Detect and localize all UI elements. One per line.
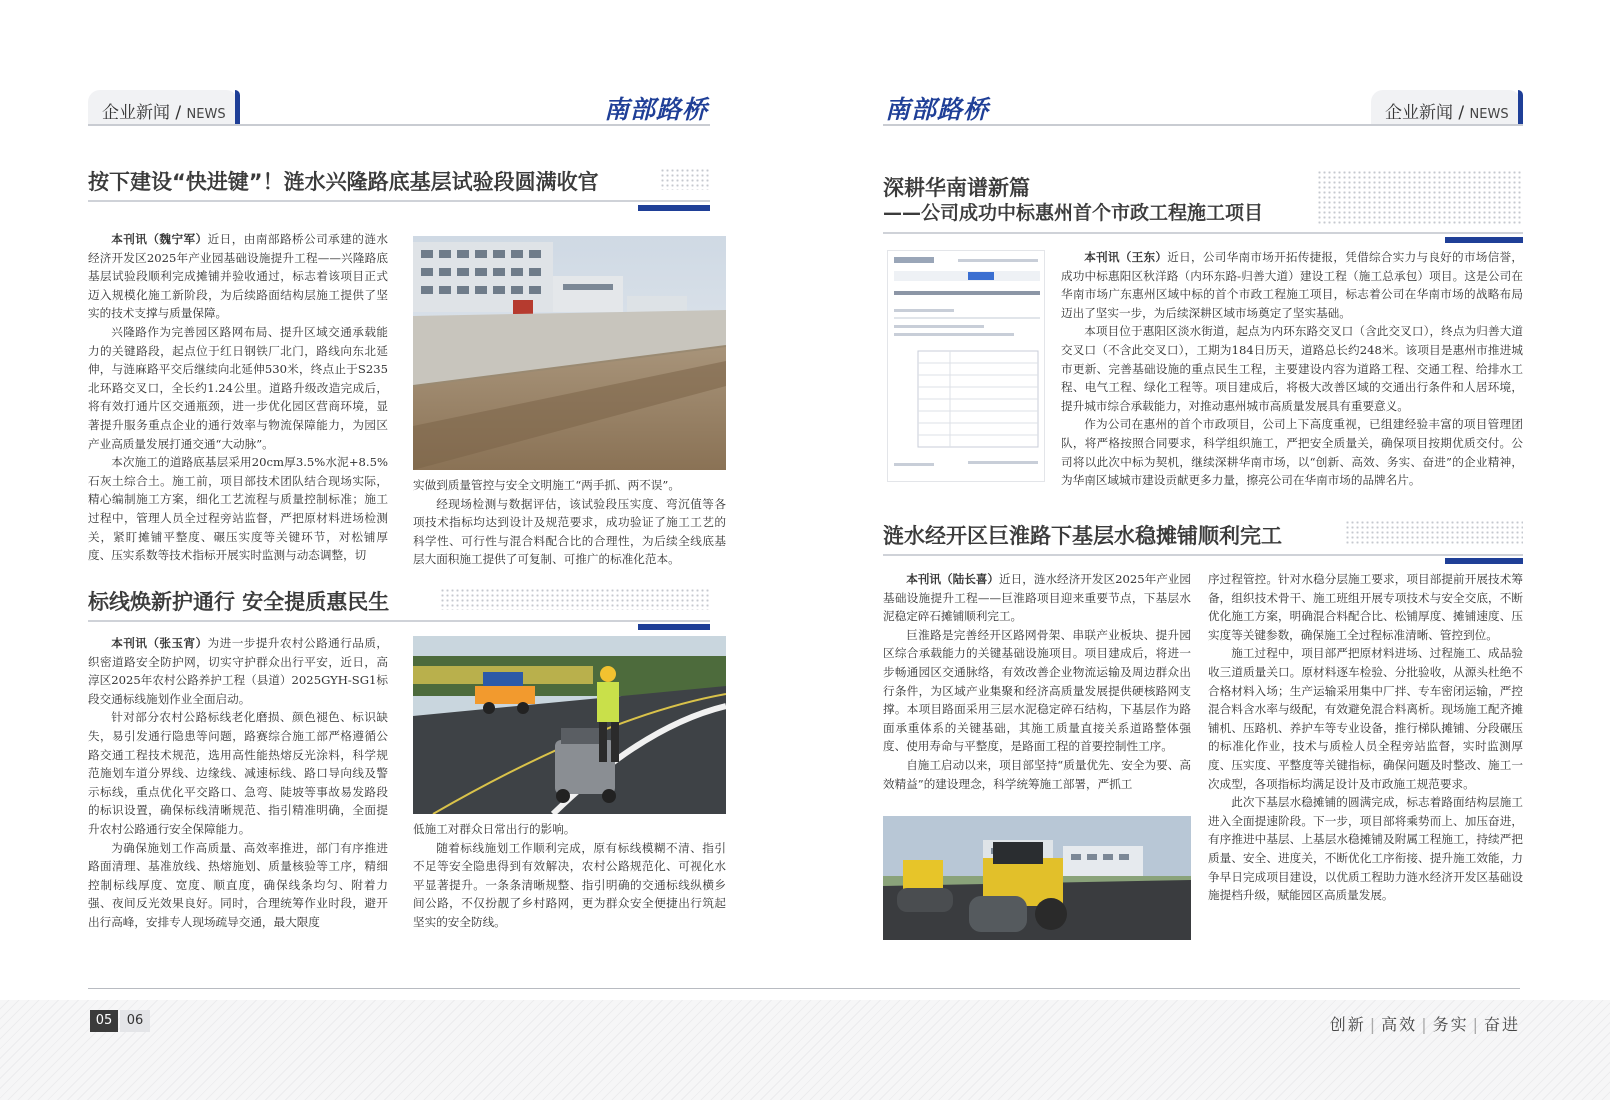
section-label-en: NEWS bbox=[1469, 107, 1509, 122]
title-accent-bar bbox=[638, 205, 710, 211]
slogan-separator: | bbox=[1369, 1015, 1378, 1034]
article3-body bbox=[1061, 248, 1523, 492]
brand-logo: 南部路桥 bbox=[885, 95, 990, 124]
brand-logo: 南部路桥 bbox=[603, 95, 708, 124]
title-dots bbox=[1317, 170, 1523, 226]
header-rule bbox=[883, 124, 1523, 126]
right-header bbox=[883, 90, 1523, 126]
slogan-word: 高效 bbox=[1381, 1015, 1418, 1034]
tab-accent-bar bbox=[1518, 90, 1523, 126]
title-dots bbox=[1345, 520, 1523, 544]
article2-para3-cont: 低施工对群众日常出行的影响。 bbox=[413, 822, 576, 836]
road-marking-image bbox=[413, 636, 726, 814]
article1-title: 按下建设“快进键”！涟水兴隆路底基层试验段圆满收官 bbox=[88, 170, 599, 194]
bid-notice-screenshot bbox=[888, 251, 1045, 482]
section-label-en: NEWS bbox=[186, 107, 226, 122]
article1-photo bbox=[413, 236, 726, 470]
article1-para4: 经现场检测与数据评估，该试验段压实度、弯沉值等各项技术指标均达到设计及规范要求，成功验证了施工工艺的科学性、可行性与混合料配合比的合理性，为后续全线底基层大面积施工提供了可复制、可推广的标准化范本。 bbox=[413, 496, 726, 567]
article2-para3: 为确保施划工作高质量、高效率推进，部门有序推进路面清理、基准放线、热熔施划、质量核验等工序，精细控制标线厚度、宽度、顺直度，确保线条均匀、附着力强、夜间反光效果良好。同时，合理统筹作业时段，避开出行高峰，安排专人现场疏导交通，最大限度 bbox=[88, 840, 388, 929]
article1-body-col2 bbox=[413, 476, 726, 572]
article4-body-col2 bbox=[1208, 570, 1523, 942]
article2-photo bbox=[413, 636, 726, 814]
header-rule bbox=[88, 124, 710, 126]
article4-para1: 近日，涟水经济开发区2025年产业园基础设施提升工程——巨淮路项目迎来重要节点，下基层水泥稳定碎石摊铺顺利完工。 bbox=[883, 572, 1191, 624]
slogan-word: 创新 bbox=[1329, 1015, 1366, 1034]
article2-byline: 本刊讯（张玉宵） bbox=[111, 636, 208, 650]
article1-para3-cont: 实做到质量管控与安全文明施工“两手抓、两不误”。 bbox=[413, 478, 680, 492]
tab-accent-bar bbox=[235, 90, 240, 126]
title-dots bbox=[660, 168, 710, 190]
article3-para3: 作为公司在惠州的首个市政项目，公司上下高度重视，已组建经验丰富的项目管理团队，将严格按照合同要求，科学组织施工，严把安全质量关，确保项目按期优质交付。公司将以此次中标为契机，继续深耕华南市场，以“创新、高效、务实、奋进”的企业精神，为华南区域城市建设贡献更多力量，擦亮公司在华南市场的品牌名片。 bbox=[1061, 417, 1523, 488]
article4-para2: 巨淮路是完善经开区路网骨架、串联产业板块、提升园区综合承载能力的关键基础设施项目。项目建成后，将进一步畅通园区交通脉络，有效改善企业物流运输及周边群众出行条件，为区域产业集聚和经济高质量发展提供硬核路网支撑。本项目路面采用三层水泥稳定碎石结构，下基层作为路面承重体系的关键基础，其施工质量直接关系道路整体强度、使用寿命与平整度，是路面工程的首要控制性工序。 bbox=[883, 627, 1191, 754]
section-tab bbox=[1371, 90, 1521, 126]
article4-para3: 自施工启动以来，项目部坚持“质量优先、安全为要、高效精益”的建设理念，科学统筹施工部署，严抓工 bbox=[883, 757, 1191, 791]
article3-title-line2: ——公司成功中标惠州首个市政工程施工项目 bbox=[883, 202, 1264, 224]
article2-title: 标线焕新护通行 安全提质惠民生 bbox=[88, 590, 390, 614]
section-tab bbox=[88, 90, 238, 126]
page-number-right: 06 bbox=[120, 1010, 150, 1032]
article1-byline: 本刊讯（魏宁军） bbox=[111, 232, 208, 246]
title-accent-bar bbox=[1445, 558, 1523, 564]
title-rule bbox=[88, 200, 710, 202]
title-dots bbox=[440, 588, 710, 610]
article4-para3-cont: 序过程管控。针对水稳分层施工要求，项目部提前开展技术筹备，组织技术骨干、施工班组开展专项技术与安全交底，不断优化施工方案，明确混合料配合比、松铺厚度、摊铺速度、压实度等关键参数，确保施工全过程标准清晰、管控到位。 bbox=[1208, 572, 1523, 642]
article4-title: 涟水经开区巨淮路下基层水稳摊铺顺利完工 bbox=[883, 524, 1282, 548]
footer-slogan bbox=[1330, 1012, 1520, 1035]
slogan-word: 奋进 bbox=[1483, 1015, 1520, 1034]
title-accent-bar bbox=[1445, 237, 1523, 243]
article1-para3: 本次施工的道路底基层采用20cm厚3.5%水泥+8.5%石灰土综合土。施工前，项目部技术团队结合现场实际，精心编制施工方案，细化工艺流程与质量控制标准；施工过程中，管理人员全过程旁站监督，严把原材料进场检测关，紧盯摊铺平整度、碾压实度等关键环节，对松铺厚度、压实系数等技术指标开展实时监测与动态调整，切 bbox=[88, 455, 388, 563]
section-label-sep: / bbox=[1458, 103, 1465, 123]
section-label-cn: 企业新闻 bbox=[1385, 103, 1453, 123]
section-label-sep: / bbox=[175, 103, 182, 123]
article1-body-col1 bbox=[88, 230, 388, 572]
article3-para2: 本项目位于惠阳区淡水街道，起点为内环东路交叉口（含此交叉口），终点为归善大道交叉口（不含此交叉口），工期为184日历天，道路总长约248米。该项目是惠州市推进城市更新、完善基础设施的重点民生工程，主要建设内容为道路工程、交通工程、给排水工程、电气工程、绿化工程等。项目建成后，将极大改善区域的交通出行条件和人居环境，提升城市综合承载能力，对推动惠州城市高质量发展具有重要意义。 bbox=[1061, 324, 1523, 413]
slogan-separator: | bbox=[1472, 1015, 1480, 1034]
road-roller-image bbox=[883, 816, 1191, 940]
title-rule bbox=[883, 232, 1523, 234]
article3-para1: 近日，公司华南市场开拓传捷报，凭借综合实力与良好的市场信誉，成功中标惠阳区秋洋路（内环东路-归善大道）建设工程（施工总承包）项目。这是公司在华南市场广东惠州区域中标的首个市政工程施工项目，标志着公司在华南市场的战略布局迈出了坚实一步，为后续深耕区域市场奠定了坚实基础。 bbox=[1061, 250, 1523, 320]
left-header bbox=[88, 90, 710, 126]
section-label-cn: 企业新闻 bbox=[102, 103, 170, 123]
article1-para1: 近日，由南部路桥公司承建的涟水经济开发区2025年产业园基础设施提升工程——兴隆路底基层试验段顺利完成摊铺并验收通过，标志着该项目正式迈入规模化施工新阶段，为后续路面结构层施工提供了坚实的技术支撑与质量保障。 bbox=[88, 232, 388, 321]
article3-title-line1: 深耕华南谱新篇 bbox=[883, 176, 1030, 200]
article2-para2: 针对部分农村公路标线老化磨损、颜色褪色、标识缺失，易引发通行隐患等问题，路赛综合施工部严格遵循公路交通工程技术规范，选用高性能热熔反光涂料，科学规范施划车道分界线、边缘线、减速标线、路口导向线及警示标线，重点优化平交路口、急弯、陡坡等事故易发路段的标识设置，确保标线清晰规范、指引精准明确，全面提升农村公路通行安全保障能力。 bbox=[88, 710, 388, 836]
article2-body-col1 bbox=[88, 634, 388, 934]
slogan-separator: | bbox=[1421, 1015, 1429, 1034]
slogan-word: 务实 bbox=[1432, 1015, 1469, 1034]
article4-para5: 此次下基层水稳摊铺的圆满完成，标志着路面结构层施工进入全面提速阶段。下一步，项目部将乘势而上、加压奋进，有序推进中基层、上基层水稳摊铺及附属工程施工，持续严把质量、安全、进度关，不断优化工序衔接、提升施工效能，力争早日完成项目建设，以优质工程助力涟水经济开发区基础设施提档升级，赋能园区高质量发展。 bbox=[1208, 795, 1523, 903]
page-number-left: 05 bbox=[90, 1010, 118, 1032]
right-page bbox=[805, 0, 1610, 1100]
title-rule bbox=[88, 620, 710, 622]
footer-rule bbox=[88, 988, 1520, 989]
article4-photo bbox=[883, 816, 1191, 940]
article1-para2: 兴隆路作为完善园区路网布局、提升区域交通承载能力的关键路段，起点位于红日钢铁厂北门，路线向东北延伸，与涟麻路平交后继续向北延伸530米，终点止于S235北环路交叉口，全长约1.24公里。道路升级改造完成后，将有效打通片区交通瓶颈，进一步优化园区营商环境，显著提升服务重点企业的通行效率与物流保障能力，为园区产业高质量发展打通交通“大动脉”。 bbox=[88, 324, 388, 451]
title-rule bbox=[883, 554, 1523, 556]
construction-site-image bbox=[413, 236, 726, 470]
article4-byline: 本刊讯（陆长喜） bbox=[906, 572, 1000, 586]
article2-para4: 随着标线施划工作顺利完成，原有标线模糊不清、指引不足等安全隐患得到有效解决，农村公路规范化、可视化水平显著提升。一条条清晰规整、指引明确的交通标线纵横乡间公路，不仅扮靓了乡村路网，更为群众安全便捷出行筑起坚实的安全防线。 bbox=[413, 840, 726, 929]
article3-document-image bbox=[887, 250, 1045, 482]
article2-body-col2 bbox=[413, 820, 726, 934]
article2-para1: 为进一步提升农村公路通行品质，织密道路安全防护网，切实守护群众出行平安，近日，高淳区2025年农村公路养护工程（县道）2025GYH-SG1标段交通标线施划作业全面启动。 bbox=[88, 636, 388, 706]
article4-body-col1 bbox=[883, 570, 1191, 812]
article4-para4: 施工过程中，项目部严把原材料进场、过程施工、成品验收三道质量关口。原材料逐车检验、分批验收，从源头杜绝不合格材料入场；生产运输采用集中厂拌、专车密闭运输，严控混合料含水率与级配，有效避免混合料离析。现场施工配齐摊铺机、压路机、养护车等专业设备，推行梯队摊铺、分段碾压的标准化作业，技术与质检人员全程旁站监督，实时监测厚度、压实度、平整度等关键指标，确保问题及时整改、施工一次成型，各项指标均满足设计及市政施工规范要求。 bbox=[1208, 646, 1523, 791]
article3-byline: 本刊讯（王东） bbox=[1084, 250, 1168, 264]
title-accent-bar bbox=[638, 624, 710, 630]
